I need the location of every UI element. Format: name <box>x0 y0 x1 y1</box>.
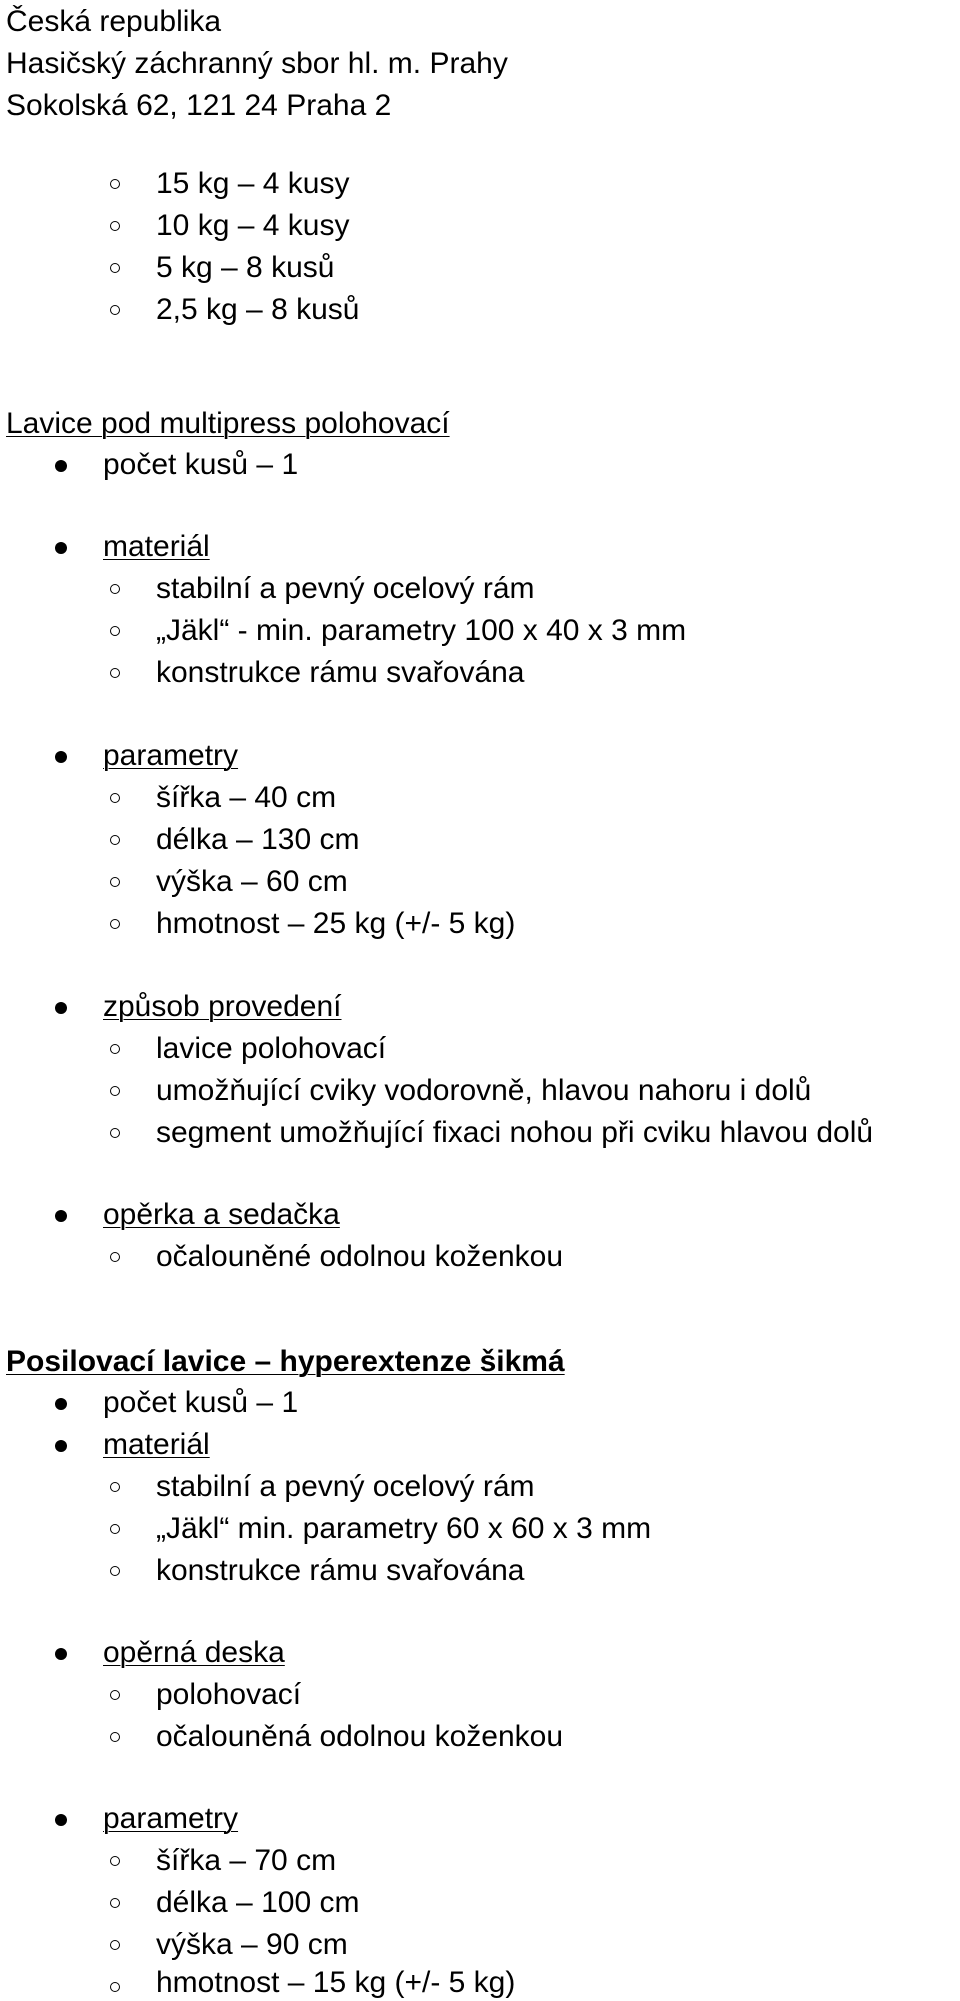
circle-bullet-icon <box>110 877 120 887</box>
list-item: očalouněné odolnou koženkou <box>156 1240 564 1273</box>
list-item: délka – 130 cm <box>156 823 360 856</box>
header-country: Česká republika <box>6 5 222 38</box>
list-item: umožňující cviky vodorovně, hlavou nahoru i dolů <box>156 1074 812 1107</box>
bullet-icon <box>55 1814 67 1826</box>
circle-bullet-icon <box>110 1732 120 1742</box>
section-title: Lavice pod multipress polohovací <box>6 407 450 440</box>
list-item: délka – 100 cm <box>156 1886 360 1919</box>
list-item: šířka – 40 cm <box>156 781 337 814</box>
circle-bullet-icon <box>110 305 120 315</box>
bullet-icon <box>55 1440 67 1452</box>
list-item: hmotnost – 15 kg (+/- 5 kg) <box>156 1966 516 1999</box>
list-item: polohovací <box>156 1678 302 1711</box>
bullet-icon <box>55 542 67 554</box>
header-organization: Hasičský záchranný sbor hl. m. Prahy <box>6 47 508 80</box>
bullet-icon <box>55 460 67 472</box>
circle-bullet-icon <box>110 221 120 231</box>
list-item: konstrukce rámu svařována <box>156 1554 525 1587</box>
header-address: Sokolská 62, 121 24 Praha 2 <box>6 89 392 122</box>
circle-bullet-icon <box>110 1128 120 1138</box>
list-item: „Jäkl“ min. parametry 60 x 60 x 3 mm <box>156 1512 652 1545</box>
list-heading: opěrná deska <box>103 1636 285 1669</box>
circle-bullet-icon <box>110 1524 120 1534</box>
bullet-icon <box>55 1648 67 1660</box>
circle-bullet-icon <box>110 1856 120 1866</box>
bullet-icon <box>55 1002 67 1014</box>
list-heading: materiál <box>103 530 210 563</box>
list-item: šířka – 70 cm <box>156 1844 337 1877</box>
list-heading: parametry <box>103 739 239 772</box>
list-item: 15 kg – 4 kusy <box>156 167 350 200</box>
list-item: výška – 90 cm <box>156 1928 348 1961</box>
circle-bullet-icon <box>110 1252 120 1262</box>
circle-bullet-icon <box>110 1898 120 1908</box>
circle-bullet-icon <box>110 1940 120 1950</box>
list-heading: opěrka a sedačka <box>103 1198 340 1231</box>
list-item: lavice polohovací <box>156 1032 387 1065</box>
list-item: konstrukce rámu svařována <box>156 656 525 689</box>
list-heading: materiál <box>103 1428 210 1461</box>
list-item: stabilní a pevný ocelový rám <box>156 572 535 605</box>
circle-bullet-icon <box>110 668 120 678</box>
circle-bullet-icon <box>110 1690 120 1700</box>
circle-bullet-icon <box>110 793 120 803</box>
list-item: očalouněná odolnou koženkou <box>156 1720 564 1753</box>
list-item: výška – 60 cm <box>156 865 348 898</box>
list-item: 5 kg – 8 kusů <box>156 251 335 284</box>
list-item: segment umožňující fixaci nohou při cviku hlavou dolů <box>156 1116 874 1149</box>
circle-bullet-icon <box>110 179 120 189</box>
circle-bullet-icon <box>110 626 120 636</box>
bullet-icon <box>55 1398 67 1410</box>
circle-bullet-icon <box>110 835 120 845</box>
list-item: hmotnost – 25 kg (+/- 5 kg) <box>156 907 516 940</box>
list-item: „Jäkl“ - min. parametry 100 x 40 x 3 mm <box>156 614 687 647</box>
section-title: Posilovací lavice – hyperextenze šikmá <box>6 1345 565 1378</box>
circle-bullet-icon <box>110 1982 120 1992</box>
list-item: 10 kg – 4 kusy <box>156 209 350 242</box>
circle-bullet-icon <box>110 1566 120 1576</box>
circle-bullet-icon <box>110 263 120 273</box>
circle-bullet-icon <box>110 584 120 594</box>
list-item: 2,5 kg – 8 kusů <box>156 293 360 326</box>
circle-bullet-icon <box>110 919 120 929</box>
circle-bullet-icon <box>110 1086 120 1096</box>
bullet-icon <box>55 1210 67 1222</box>
circle-bullet-icon <box>110 1044 120 1054</box>
list-item: stabilní a pevný ocelový rám <box>156 1470 535 1503</box>
list-item: počet kusů – 1 <box>103 448 299 481</box>
list-heading: parametry <box>103 1802 239 1835</box>
bullet-icon <box>55 751 67 763</box>
circle-bullet-icon <box>110 1482 120 1492</box>
list-heading: způsob provedení <box>103 990 342 1023</box>
list-item: počet kusů – 1 <box>103 1386 299 1419</box>
